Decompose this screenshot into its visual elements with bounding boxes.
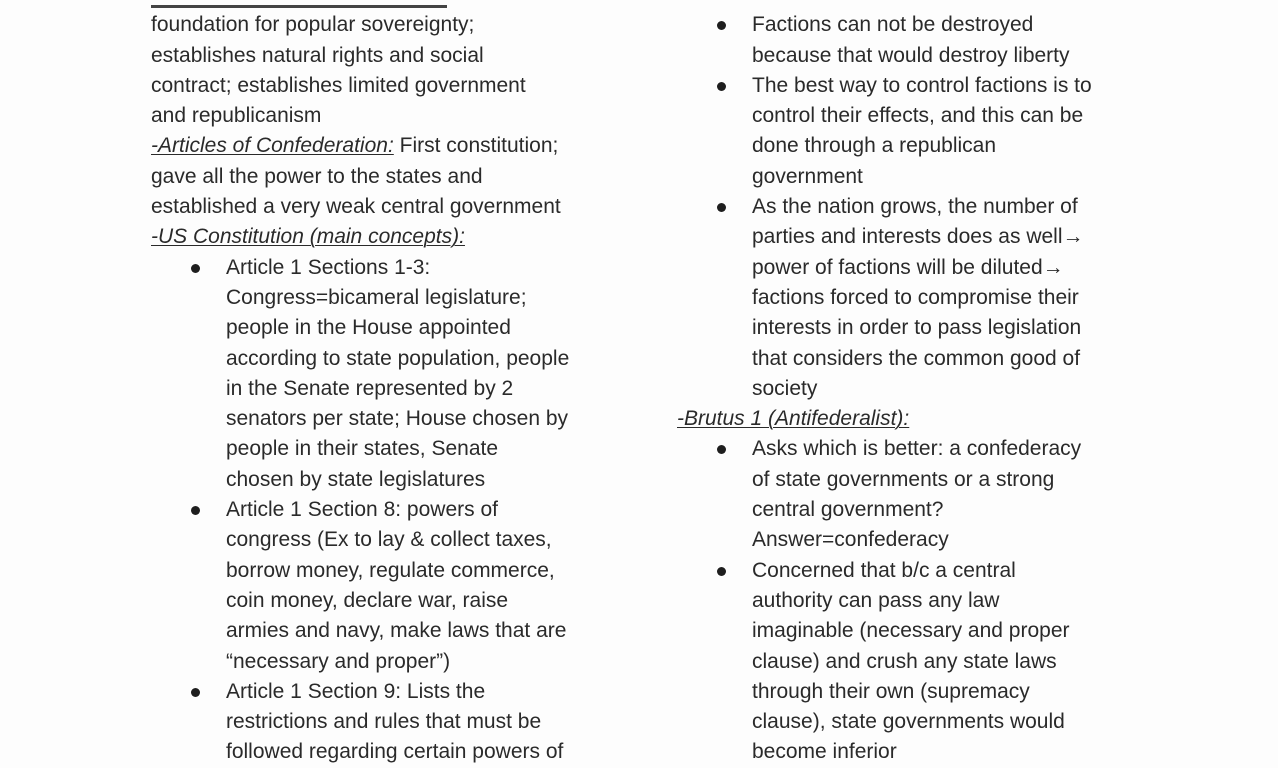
cutoff-underlined-heading (151, 5, 447, 8)
list-item-line: society (752, 376, 818, 400)
declaration-line: foundation for popular sovereignty; (151, 13, 475, 37)
list-item-line: clause) and crush any state laws (752, 649, 1057, 673)
list-item-line: through their own (supremacy (752, 679, 1030, 703)
declaration-line: and republicanism (151, 104, 322, 128)
bullet-icon (191, 506, 200, 515)
list-item-line: done through a republican (752, 134, 997, 158)
list-item-line: senators per state; House chosen by (226, 407, 569, 431)
list-item-line: chosen by state legislatures (226, 467, 486, 491)
bullet-icon (191, 688, 200, 697)
bullet-icon (717, 567, 726, 576)
list-item-article1-section8 (151, 495, 621, 677)
list-item-line: according to state population, people (226, 346, 570, 370)
list-item-line: borrow money, regulate commerce, (226, 558, 555, 582)
federalist-cutoff-line (677, 0, 1147, 10)
list-item-line: interests in order to pass legislation (752, 316, 1082, 340)
list-item-line: Asks which is better: a confederacy (752, 437, 1082, 461)
bullet-icon (191, 264, 200, 273)
list-item-line: clause), state governments would (752, 710, 1065, 734)
brutus-heading (677, 404, 1147, 434)
list-item-line: people in their states, Senate (226, 437, 499, 461)
articles-of-confederation-entry (151, 131, 621, 161)
list-item-line: Article 1 Section 9: Lists the (226, 679, 486, 703)
list-item-line: people in the House appointed (226, 316, 511, 340)
list-item-line: become inferior (752, 740, 897, 764)
list-item-line: Answer=confederacy (752, 528, 949, 552)
list-item-line: imaginable (necessary and proper (752, 619, 1070, 643)
brutus-heading-text: -Brutus 1 (Antifederalist): (677, 407, 910, 431)
list-item-line: control their effects, and this can be (752, 104, 1084, 128)
list-item-control-factions (677, 71, 1147, 192)
list-item-line: of state governments or a strong (752, 467, 1055, 491)
list-item-line: power of factions will be diluted→ (752, 255, 1064, 279)
list-item-line: followed regarding certain powers of (226, 740, 564, 764)
list-item-line: restrictions and rules that must be (226, 710, 542, 734)
list-item-line: central government? (752, 498, 944, 522)
list-item-line: Congress=bicameral legislature; (226, 285, 527, 309)
list-item-line: factions forced to compromise their (752, 285, 1079, 309)
list-item-line: coin money, declare war, raise (226, 588, 509, 612)
list-item-line: armies and navy, make laws that are (226, 619, 567, 643)
articles-line: gave all the power to the states and (151, 164, 483, 188)
left-column (151, 0, 621, 768)
list-item-line: authority can pass any law (752, 588, 1000, 612)
declaration-line: contract; establishes limited government (151, 73, 526, 97)
bullet-icon (717, 21, 726, 30)
list-item-line: congress (Ex to lay & collect taxes, (226, 528, 552, 552)
list-item-line: Article 1 Section 8: powers of (226, 498, 498, 522)
list-item-line: Concerned that b/c a central (752, 558, 1016, 582)
list-item-line: government (752, 164, 863, 188)
declaration-heading-cutoff (151, 0, 621, 10)
list-item-article1-sections1-3 (151, 253, 621, 495)
us-constitution-heading-text: -US Constitution (main concepts): (151, 225, 465, 249)
list-item-line: that considers the common good of (752, 346, 1081, 370)
list-item-line: “necessary and proper”) (226, 649, 451, 673)
list-item-line: parties and interests does as well→ (752, 225, 1084, 249)
list-item-nation-grows (677, 192, 1147, 404)
articles-heading: -Articles of Confederation: (151, 134, 394, 158)
bullet-icon (717, 203, 726, 212)
articles-line: established a very weak central government (151, 195, 561, 219)
list-item-article1-section9 (151, 677, 621, 768)
list-item-line: Article 1 Sections 1-3: (226, 255, 431, 279)
bullet-icon (717, 445, 726, 454)
right-column (677, 0, 1147, 768)
list-item-line: Factions can not be destroyed (752, 13, 1034, 37)
list-item-central-authority-concern (677, 556, 1147, 768)
us-constitution-heading (151, 222, 621, 252)
list-item-line: As the nation grows, the number of (752, 195, 1078, 219)
articles-first-line: First constitution; (393, 134, 559, 158)
bullet-icon (717, 82, 726, 91)
list-item-line: because that would destroy liberty (752, 43, 1070, 67)
list-item-line: The best way to control factions is to (752, 73, 1092, 97)
list-item-confederacy-question (677, 434, 1147, 555)
list-item-line: in the Senate represented by 2 (226, 376, 514, 400)
list-item-factions-not-destroyed (677, 10, 1147, 71)
declaration-line: establishes natural rights and social (151, 43, 484, 67)
